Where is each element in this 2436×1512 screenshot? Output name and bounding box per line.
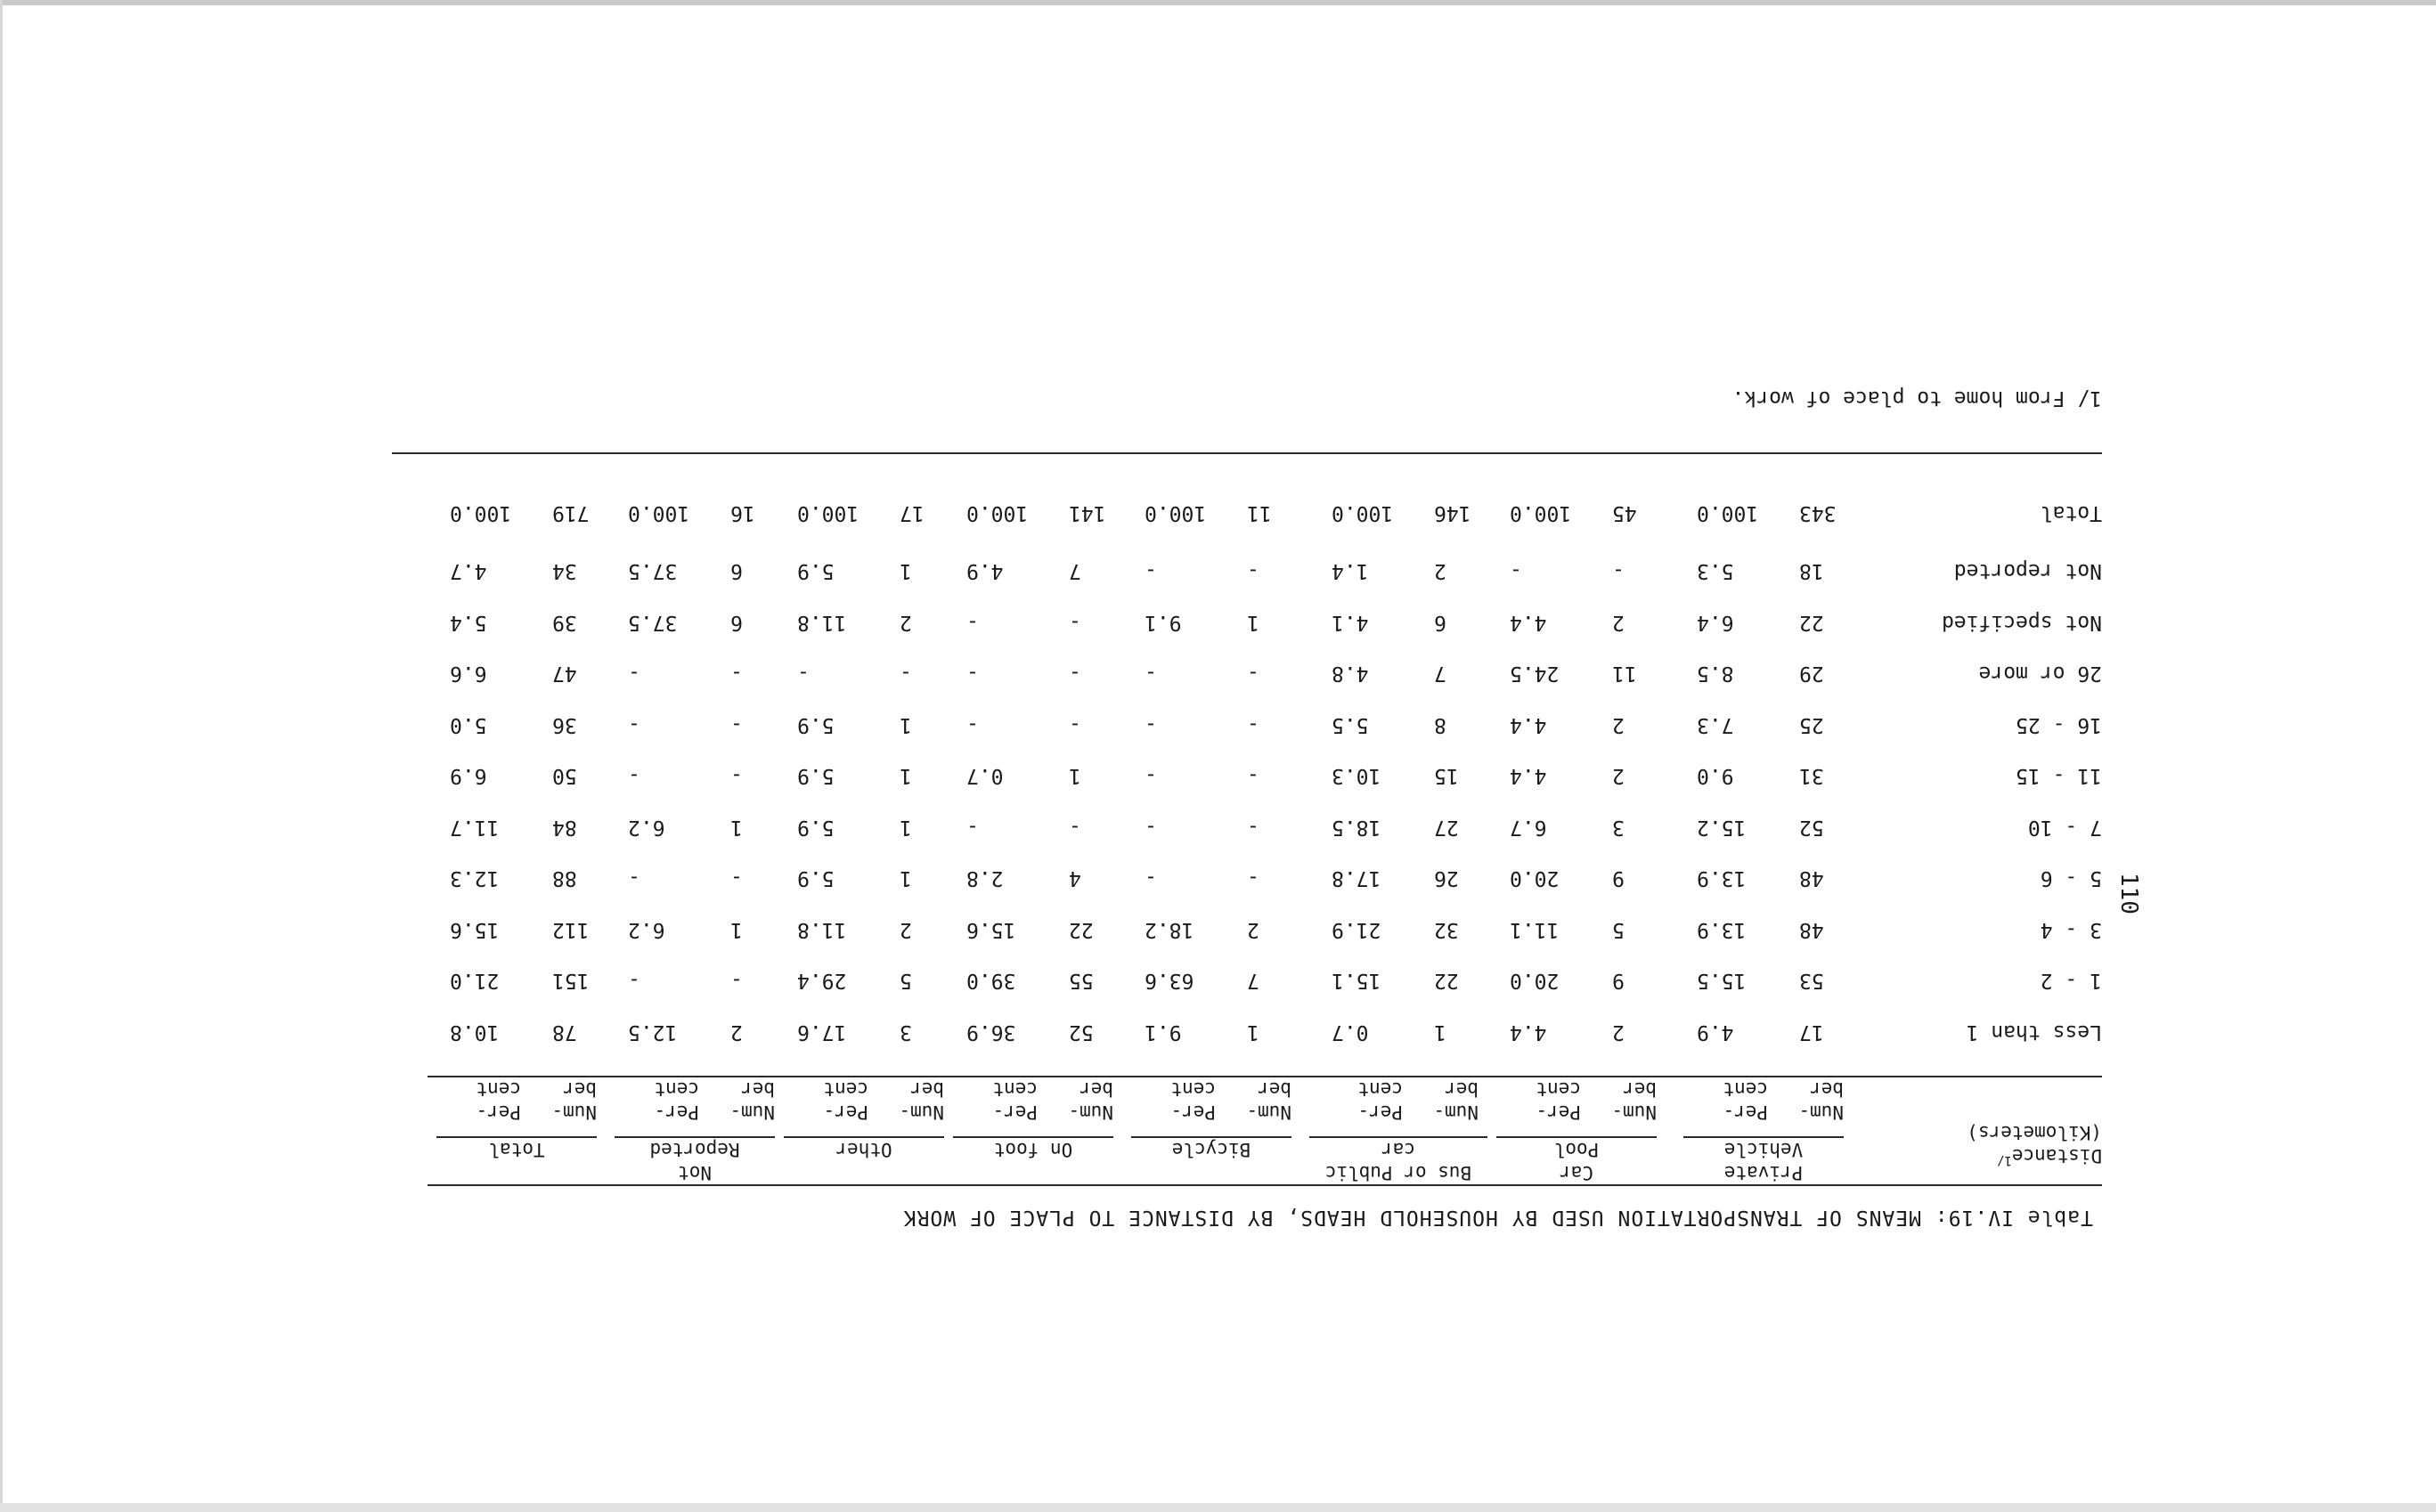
table-caption: Table IV.19: MEANS OF TRANSPORTATION USED BY HOUSEHOLD HEADS, BY DISTANCE TO PLACE OF WORK — [902, 1206, 2093, 1229]
subheader-cell — [1697, 1077, 1768, 1124]
subheader-line: ber — [741, 1078, 775, 1100]
col-header-private-vehicle — [1683, 1136, 1844, 1184]
percent-cell: 5.9 — [797, 713, 835, 736]
number-cell: 6 — [730, 559, 743, 583]
scan-edge-top — [0, 0, 2436, 5]
number-cell: 6 — [1434, 611, 1446, 634]
subheader-line: ber — [1258, 1078, 1291, 1100]
percent-cell: 17.6 — [797, 1020, 847, 1044]
col-header-total — [436, 1136, 597, 1161]
col-header-line: Total — [436, 1136, 597, 1161]
subheader-cell — [704, 1077, 775, 1124]
percent-cell: 24.5 — [1510, 662, 1560, 686]
number-cell: 22 — [1069, 918, 1094, 941]
percent-cell: 5.5 — [1332, 713, 1369, 736]
row-label: 11 - 15 — [2016, 764, 2102, 788]
number-cell: 22 — [1799, 611, 1824, 634]
row-label: 26 or more — [1978, 662, 2102, 686]
subheader-cell — [797, 1077, 868, 1124]
subheader-cell — [1510, 1077, 1581, 1124]
percent-cell: 100.0 — [1697, 501, 1759, 524]
col-header-line: Reported — [615, 1136, 775, 1161]
subheader-line: cent — [823, 1078, 868, 1100]
number-cell: 11 — [1247, 501, 1272, 524]
subheader-line: Per- — [992, 1101, 1038, 1123]
subheader-line: Per- — [1357, 1101, 1403, 1123]
percent-cell: - — [1145, 816, 1157, 839]
number-cell: 18 — [1799, 559, 1824, 583]
number-cell: 9 — [1612, 969, 1625, 993]
scan-edge-left — [0, 0, 3, 1512]
percent-cell: - — [628, 713, 640, 736]
subheader-cell — [966, 1077, 1038, 1124]
percent-cell: 4.7 — [450, 559, 487, 583]
subheader-line: Per- — [1170, 1101, 1216, 1123]
row-label: Total — [2040, 501, 2102, 524]
percent-cell: - — [1145, 713, 1157, 736]
subheader-line: Num- — [1798, 1101, 1844, 1123]
percent-cell: 20.0 — [1510, 969, 1560, 993]
col-header-line: Bicycle — [1131, 1136, 1291, 1161]
subheader-line: Per- — [823, 1101, 868, 1123]
scan-edge-bottom — [0, 1503, 2436, 1512]
number-cell: 53 — [1799, 969, 1824, 993]
subheader-line: cent — [476, 1078, 521, 1100]
top-rule — [428, 1184, 2102, 1186]
number-cell: - — [1069, 816, 1081, 839]
row-label: 5 - 6 — [2040, 866, 2102, 890]
number-cell: 7 — [1069, 559, 1081, 583]
number-cell: 52 — [1799, 816, 1824, 839]
col-header-on-foot — [953, 1136, 1113, 1161]
number-cell: 1 — [1434, 1020, 1446, 1044]
percent-cell: 11.1 — [1510, 918, 1560, 941]
percent-cell: 18.5 — [1332, 816, 1381, 839]
number-cell: 2 — [1612, 1020, 1625, 1044]
number-cell: - — [730, 866, 743, 890]
col-header-not-reported — [615, 1136, 775, 1184]
number-cell: 84 — [552, 816, 577, 839]
number-cell: 31 — [1799, 764, 1824, 788]
percent-cell: 5.9 — [797, 764, 835, 788]
subheader-cell — [1220, 1077, 1291, 1124]
percent-cell: 6.7 — [1510, 816, 1547, 839]
percent-cell: 36.9 — [966, 1020, 1016, 1044]
col-header-other — [784, 1136, 944, 1161]
subheader-line: Num- — [899, 1101, 944, 1123]
col-header-line: Pool — [1496, 1136, 1657, 1161]
row-label: Not reported — [1953, 559, 2102, 583]
number-cell: 36 — [552, 713, 577, 736]
number-cell: 1 — [1247, 1020, 1259, 1044]
stub-header-line1: Distance — [2011, 1145, 2102, 1167]
row-label: Not specified — [1941, 611, 2102, 634]
number-cell: 5 — [1612, 918, 1625, 941]
percent-cell: 21.0 — [450, 969, 500, 993]
number-cell: - — [1247, 662, 1259, 686]
number-cell: 55 — [1069, 969, 1094, 993]
percent-cell: 15.6 — [450, 918, 500, 941]
number-cell: 3 — [900, 1020, 912, 1044]
col-header-line: Other — [784, 1136, 944, 1161]
percent-cell: 9.0 — [1697, 764, 1734, 788]
subheader-line: Num- — [551, 1101, 597, 1123]
subheader-line: Num- — [729, 1101, 775, 1123]
row-label: Less than 1 — [1966, 1020, 2102, 1044]
percent-cell: 11.8 — [797, 611, 847, 634]
percent-cell: 1.4 — [1332, 559, 1369, 583]
subheader-line: Per- — [654, 1101, 699, 1123]
percent-cell: - — [628, 866, 640, 890]
number-cell: 4 — [1069, 866, 1081, 890]
number-cell: 2 — [900, 918, 912, 941]
row-label: 7 - 10 — [2027, 816, 2102, 839]
percent-cell: 4.9 — [966, 559, 1004, 583]
stub-header — [1967, 1121, 2102, 1172]
percent-cell: 11.7 — [450, 816, 500, 839]
percent-cell: 0.7 — [1332, 1020, 1369, 1044]
number-cell: 78 — [552, 1020, 577, 1044]
subheader-cell — [1772, 1077, 1844, 1124]
number-cell: 2 — [1612, 764, 1625, 788]
number-cell: 34 — [552, 559, 577, 583]
percent-cell: - — [1145, 764, 1157, 788]
percent-cell: 12.3 — [450, 866, 500, 890]
percent-cell: 5.4 — [450, 611, 487, 634]
number-cell: 29 — [1799, 662, 1824, 686]
subheader-line: Per- — [1536, 1101, 1581, 1123]
rotated-table-block — [374, 356, 2120, 1229]
percent-cell: 63.6 — [1145, 969, 1194, 993]
subheader-line: Num- — [1611, 1101, 1657, 1123]
percent-cell: 9.1 — [1145, 1020, 1182, 1044]
subheader-cell — [1407, 1077, 1479, 1124]
percent-cell: 6.9 — [450, 764, 487, 788]
number-cell: - — [1612, 559, 1625, 583]
percent-cell: - — [1145, 559, 1157, 583]
number-cell: 1 — [1247, 611, 1259, 634]
subheader-line: Num- — [1246, 1101, 1291, 1123]
percent-cell: 0.7 — [966, 764, 1004, 788]
percent-cell: 29.4 — [797, 969, 847, 993]
number-cell: - — [1069, 662, 1081, 686]
subheader-cell — [1585, 1077, 1657, 1124]
number-cell: 7 — [1434, 662, 1446, 686]
number-cell: 2 — [1612, 611, 1625, 634]
stub-footnote-mark: 1/ — [1996, 1153, 2012, 1167]
percent-cell: 4.9 — [1697, 1020, 1734, 1044]
number-cell: 2 — [730, 1020, 743, 1044]
subheader-cell — [628, 1077, 699, 1124]
subheader-line: ber — [1623, 1078, 1657, 1100]
percent-cell: 10.3 — [1332, 764, 1381, 788]
col-header-line: Not — [678, 1162, 712, 1183]
number-cell: 1 — [900, 559, 912, 583]
percent-cell: 6.6 — [450, 662, 487, 686]
percent-cell: 4.4 — [1510, 764, 1547, 788]
percent-cell: 4.1 — [1332, 611, 1369, 634]
percent-cell: 20.0 — [1510, 866, 1560, 890]
number-cell: 45 — [1612, 501, 1637, 524]
number-cell: 151 — [552, 969, 590, 993]
number-cell: 141 — [1069, 501, 1106, 524]
number-cell: 50 — [552, 764, 577, 788]
percent-cell: 100.0 — [628, 501, 690, 524]
row-label: 16 - 25 — [2016, 713, 2102, 736]
header-bottom-rule — [428, 1076, 2102, 1077]
stub-header-line2: (Kilometers) — [1967, 1122, 2102, 1143]
number-cell: 1 — [730, 918, 743, 941]
row-label: 3 - 4 — [2040, 918, 2102, 941]
number-cell: 9 — [1612, 866, 1625, 890]
subheader-cell — [450, 1077, 521, 1124]
percent-cell: - — [1145, 662, 1157, 686]
number-cell: 39 — [552, 611, 577, 634]
percent-cell: - — [966, 816, 979, 839]
number-cell: 88 — [552, 866, 577, 890]
col-header-bicycle — [1131, 1136, 1291, 1161]
number-cell: - — [1247, 816, 1259, 839]
subheader-cell — [1042, 1077, 1113, 1124]
number-cell: - — [730, 662, 743, 686]
percent-cell: - — [966, 611, 979, 634]
col-header-bus-or-public-car — [1309, 1136, 1487, 1184]
percent-cell: 15.5 — [1697, 969, 1747, 993]
percent-cell: 17.8 — [1332, 866, 1381, 890]
subheader-cell — [873, 1077, 944, 1124]
percent-cell: 100.0 — [966, 501, 1029, 524]
percent-cell: 5.0 — [450, 713, 487, 736]
number-cell: - — [1247, 866, 1259, 890]
percent-cell: 100.0 — [450, 501, 512, 524]
page-number: 110 — [2115, 873, 2142, 915]
percent-cell: 5.9 — [797, 559, 835, 583]
percent-cell: - — [628, 662, 640, 686]
percent-cell: 4.4 — [1510, 611, 1547, 634]
row-label: 1 - 2 — [2040, 969, 2102, 993]
number-cell: - — [1069, 611, 1081, 634]
number-cell: 17 — [900, 501, 925, 524]
number-cell: 8 — [1434, 713, 1446, 736]
subheader-line: cent — [1357, 1078, 1403, 1100]
number-cell: - — [900, 662, 912, 686]
percent-cell: - — [1145, 866, 1157, 890]
subheader-line: cent — [992, 1078, 1038, 1100]
percent-cell: 13.9 — [1697, 918, 1747, 941]
number-cell: 32 — [1434, 918, 1459, 941]
percent-cell: 100.0 — [797, 501, 860, 524]
number-cell: - — [730, 969, 743, 993]
percent-cell: 37.5 — [628, 559, 678, 583]
number-cell: 6 — [730, 611, 743, 634]
number-cell: 1 — [1069, 764, 1081, 788]
subheader-line: ber — [1445, 1078, 1479, 1100]
percent-cell: 39.0 — [966, 969, 1016, 993]
number-cell: 1 — [900, 816, 912, 839]
percent-cell: - — [1510, 559, 1522, 583]
number-cell: 16 — [730, 501, 755, 524]
number-cell: 1 — [900, 764, 912, 788]
number-cell: 2 — [1434, 559, 1446, 583]
percent-cell: 12.5 — [628, 1020, 678, 1044]
number-cell: 25 — [1799, 713, 1824, 736]
number-cell: 52 — [1069, 1020, 1094, 1044]
subheader-line: Num- — [1068, 1101, 1113, 1123]
percent-cell: 2.8 — [966, 866, 1004, 890]
percent-cell: 6.2 — [628, 918, 665, 941]
number-cell: 3 — [1612, 816, 1625, 839]
bottom-rule — [392, 452, 2102, 454]
subheader-line: cent — [1723, 1078, 1768, 1100]
percent-cell: 100.0 — [1510, 501, 1572, 524]
subheader-line: ber — [563, 1078, 597, 1100]
number-cell: - — [1247, 764, 1259, 788]
subheader-line: cent — [1170, 1078, 1216, 1100]
number-cell: 1 — [900, 713, 912, 736]
percent-cell: 15.1 — [1332, 969, 1381, 993]
percent-cell: 5.9 — [797, 866, 835, 890]
col-header-line: Vehicle — [1683, 1136, 1844, 1161]
number-cell: 1 — [900, 866, 912, 890]
percent-cell: 100.0 — [1332, 501, 1394, 524]
number-cell: 2 — [1612, 713, 1625, 736]
subheader-line: Per- — [476, 1101, 521, 1123]
number-cell: 5 — [900, 969, 912, 993]
percent-cell: 15.6 — [966, 918, 1016, 941]
percent-cell: 4.4 — [1510, 713, 1547, 736]
number-cell: - — [1069, 713, 1081, 736]
number-cell: - — [1247, 559, 1259, 583]
subheader-cell — [525, 1077, 597, 1124]
subheader-line: cent — [1536, 1078, 1581, 1100]
number-cell: - — [730, 713, 743, 736]
subheader-cell — [1145, 1077, 1216, 1124]
number-cell: 146 — [1434, 501, 1471, 524]
subheader-line: ber — [1810, 1078, 1844, 1100]
col-header-line: Private — [1723, 1162, 1804, 1183]
number-cell: 47 — [552, 662, 577, 686]
number-cell: 719 — [552, 501, 590, 524]
percent-cell: 7.3 — [1697, 713, 1734, 736]
percent-cell: 4.4 — [1510, 1020, 1547, 1044]
number-cell: 26 — [1434, 866, 1459, 890]
percent-cell: 6.2 — [628, 816, 665, 839]
col-header-line: Car — [1560, 1162, 1593, 1183]
col-header-line: On foot — [953, 1136, 1113, 1161]
number-cell: - — [730, 764, 743, 788]
percent-cell: 13.9 — [1697, 866, 1747, 890]
subheader-line: Num- — [1433, 1101, 1479, 1123]
percent-cell: 6.4 — [1697, 611, 1734, 634]
subheader-line: ber — [1079, 1078, 1113, 1100]
number-cell: 11 — [1612, 662, 1637, 686]
number-cell: 7 — [1247, 969, 1259, 993]
col-header-car-pool — [1496, 1136, 1657, 1184]
subheader-line: cent — [654, 1078, 699, 1100]
subheader-line: Per- — [1723, 1101, 1768, 1123]
number-cell: 112 — [552, 918, 590, 941]
percent-cell: 9.1 — [1145, 611, 1182, 634]
number-cell: 1 — [730, 816, 743, 839]
table-footnote: 1/ From home to place of work. — [1731, 386, 2102, 410]
percent-cell: - — [966, 662, 979, 686]
percent-cell: 8.5 — [1697, 662, 1734, 686]
percent-cell: - — [628, 764, 640, 788]
percent-cell: 18.2 — [1145, 918, 1194, 941]
percent-cell: 15.2 — [1697, 816, 1747, 839]
number-cell: 48 — [1799, 918, 1824, 941]
number-cell: 22 — [1434, 969, 1459, 993]
number-cell: 48 — [1799, 866, 1824, 890]
number-cell: - — [1247, 713, 1259, 736]
percent-cell: - — [966, 713, 979, 736]
percent-cell: 5.3 — [1697, 559, 1734, 583]
percent-cell: 10.8 — [450, 1020, 500, 1044]
percent-cell: 11.8 — [797, 918, 847, 941]
percent-cell: 21.9 — [1332, 918, 1381, 941]
percent-cell: - — [797, 662, 810, 686]
col-header-line: Bus or Public — [1324, 1162, 1472, 1183]
percent-cell: 5.9 — [797, 816, 835, 839]
col-header-line: car — [1309, 1136, 1487, 1161]
percent-cell: 4.8 — [1332, 662, 1369, 686]
percent-cell: - — [628, 969, 640, 993]
percent-cell: 100.0 — [1145, 501, 1207, 524]
subheader-line: ber — [910, 1078, 944, 1100]
number-cell: 15 — [1434, 764, 1459, 788]
percent-cell: 37.5 — [628, 611, 678, 634]
number-cell: 2 — [1247, 918, 1259, 941]
number-cell: 343 — [1799, 501, 1837, 524]
number-cell: 17 — [1799, 1020, 1824, 1044]
number-cell: 2 — [900, 611, 912, 634]
subheader-cell — [1332, 1077, 1403, 1124]
number-cell: 27 — [1434, 816, 1459, 839]
